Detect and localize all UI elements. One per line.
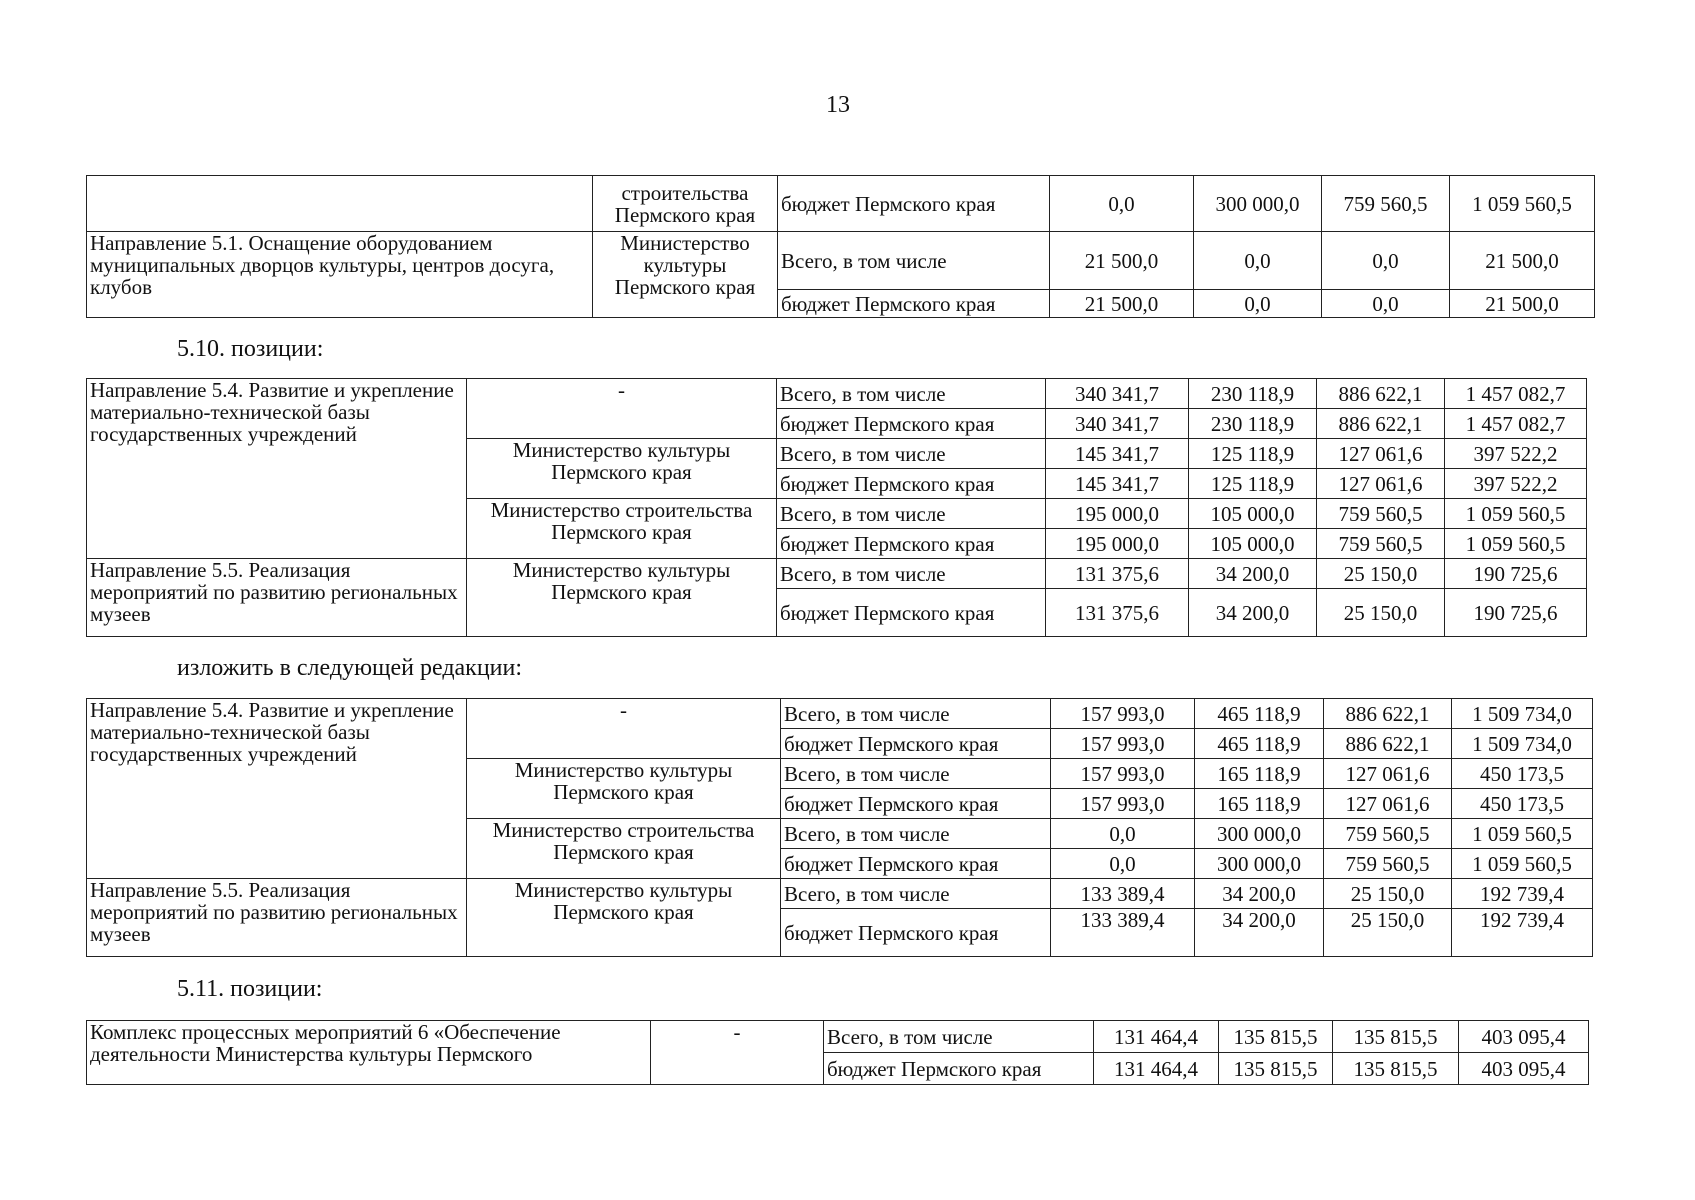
funding-source-cell: Всего, в том числе: [781, 759, 1051, 789]
direction-name-cell: Направление 5.5. Реализация мероприятий по развитию региональных музеев: [87, 559, 467, 637]
value-cell: 125 118,9: [1189, 439, 1317, 469]
value-cell: 131 375,6: [1046, 589, 1189, 637]
funding-source-cell: бюджет Пермского края: [781, 729, 1051, 759]
page-number: 13: [826, 92, 850, 118]
table-row: [87, 559, 1587, 589]
value-cell: 0,0: [1051, 819, 1195, 849]
funding-source-cell: Всего, в том числе: [777, 379, 1046, 409]
value-cell: 157 993,0: [1051, 759, 1195, 789]
value-cell: 1 059 560,5: [1445, 529, 1587, 559]
executor-cell: Министерство культуры Пермского края: [467, 879, 781, 957]
value-cell: 21 500,0: [1050, 290, 1194, 318]
executor-cell: -: [467, 699, 781, 759]
value-cell: 300 000,0: [1195, 819, 1324, 849]
value-cell: 886 622,1: [1324, 699, 1452, 729]
value-cell: 21 500,0: [1050, 232, 1194, 290]
value-cell: 131 464,4: [1094, 1053, 1219, 1085]
direction-name-cell: Направление 5.4. Развитие и укрепление материально-технической базы государственных учреждений: [87, 379, 467, 559]
value-cell: 135 815,5: [1333, 1021, 1459, 1053]
value-cell: 34 200,0: [1195, 909, 1324, 957]
table-row: [87, 879, 1593, 909]
table-row: [87, 232, 1595, 290]
value-cell: 300 000,0: [1195, 849, 1324, 879]
funding-source-cell: бюджет Пермского края: [824, 1053, 1094, 1085]
value-cell: 135 815,5: [1219, 1021, 1333, 1053]
funding-source-cell: Всего, в том числе: [777, 439, 1046, 469]
value-cell: 135 815,5: [1333, 1053, 1459, 1085]
value-cell: 397 522,2: [1445, 469, 1587, 499]
value-cell: 145 341,7: [1046, 439, 1189, 469]
value-cell: 105 000,0: [1189, 529, 1317, 559]
value-cell: 145 341,7: [1046, 469, 1189, 499]
value-cell: 0,0: [1050, 176, 1194, 232]
funding-source-cell: Всего, в том числе: [824, 1021, 1094, 1053]
value-cell: 1 059 560,5: [1452, 819, 1593, 849]
value-cell: 759 560,5: [1317, 499, 1445, 529]
executor-cell: Министерство культуры Пермского края: [467, 439, 777, 499]
funding-source-cell: бюджет Пермского края: [777, 529, 1046, 559]
value-cell: 192 739,4: [1452, 909, 1593, 957]
value-cell: 1 509 734,0: [1452, 699, 1593, 729]
executor-cell: Министерство культуры Пермского края: [467, 559, 777, 637]
value-cell: 465 118,9: [1195, 699, 1324, 729]
funding-source-cell: бюджет Пермского края: [781, 909, 1051, 957]
funding-source-cell: Всего, в том числе: [781, 819, 1051, 849]
value-cell: 1 059 560,5: [1450, 176, 1595, 232]
section-heading-new-edition: изложить в следующей редакции:: [177, 655, 523, 681]
funding-source-cell: Всего, в том числе: [778, 232, 1050, 290]
value-cell: 34 200,0: [1195, 879, 1324, 909]
value-cell: 397 522,2: [1445, 439, 1587, 469]
value-cell: 300 000,0: [1194, 176, 1322, 232]
value-cell: 157 993,0: [1051, 789, 1195, 819]
funding-source-cell: бюджет Пермского края: [778, 290, 1050, 318]
direction-name-cell: [87, 176, 593, 232]
table-row: [87, 1021, 1589, 1053]
value-cell: 131 375,6: [1046, 559, 1189, 589]
value-cell: 886 622,1: [1324, 729, 1452, 759]
value-cell: 131 464,4: [1094, 1021, 1219, 1053]
funding-source-cell: бюджет Пермского края: [777, 589, 1046, 637]
value-cell: 133 389,4: [1051, 879, 1195, 909]
value-cell: 190 725,6: [1445, 589, 1587, 637]
value-cell: 0,0: [1194, 290, 1322, 318]
funding-source-cell: Всего, в том числе: [777, 559, 1046, 589]
value-cell: 340 341,7: [1046, 409, 1189, 439]
value-cell: 1 457 082,7: [1445, 409, 1587, 439]
funding-source-cell: бюджет Пермского края: [778, 176, 1050, 232]
value-cell: 165 118,9: [1195, 759, 1324, 789]
value-cell: 105 000,0: [1189, 499, 1317, 529]
executor-cell: Министерство культуры Пермского края: [593, 232, 778, 318]
value-cell: 1 059 560,5: [1445, 499, 1587, 529]
value-cell: 192 739,4: [1452, 879, 1593, 909]
value-cell: 759 560,5: [1322, 176, 1450, 232]
value-cell: 230 118,9: [1189, 409, 1317, 439]
positions-5-10-table: [86, 378, 1587, 637]
value-cell: 1 457 082,7: [1445, 379, 1587, 409]
value-cell: 0,0: [1322, 232, 1450, 290]
funding-source-cell: Всего, в том числе: [781, 699, 1051, 729]
value-cell: 886 622,1: [1317, 409, 1445, 439]
value-cell: 0,0: [1322, 290, 1450, 318]
value-cell: 450 173,5: [1452, 789, 1593, 819]
value-cell: 1 509 734,0: [1452, 729, 1593, 759]
value-cell: 403 095,4: [1459, 1053, 1589, 1085]
executor-cell: строительства Пермского края: [593, 176, 778, 232]
value-cell: 403 095,4: [1459, 1021, 1589, 1053]
funding-source-cell: Всего, в том числе: [777, 499, 1046, 529]
value-cell: 340 341,7: [1046, 379, 1189, 409]
direction-name-cell: Направление 5.4. Развитие и укрепление материально-технической базы государственных учреждений: [87, 699, 467, 879]
positions-5-11-table: [86, 1020, 1589, 1085]
funding-source-cell: бюджет Пермского края: [777, 409, 1046, 439]
value-cell: 157 993,0: [1051, 699, 1195, 729]
value-cell: 0,0: [1194, 232, 1322, 290]
value-cell: 1 059 560,5: [1452, 849, 1593, 879]
value-cell: 759 560,5: [1324, 819, 1452, 849]
value-cell: 886 622,1: [1317, 379, 1445, 409]
section-heading-5-10: 5.10. позиции:: [177, 336, 324, 362]
value-cell: 25 150,0: [1317, 589, 1445, 637]
value-cell: 165 118,9: [1195, 789, 1324, 819]
process-complex-name-cell: Комплекс процессных мероприятий 6 «Обеспечение деятельности Министерства культуры Пермского: [87, 1021, 651, 1085]
value-cell: 127 061,6: [1324, 789, 1452, 819]
value-cell: 125 118,9: [1189, 469, 1317, 499]
value-cell: 25 150,0: [1317, 559, 1445, 589]
value-cell: 21 500,0: [1450, 232, 1595, 290]
executor-cell: -: [467, 379, 777, 439]
section-heading-5-11: 5.11. позиции:: [177, 976, 323, 1002]
value-cell: 759 560,5: [1317, 529, 1445, 559]
direction-name-cell: Направление 5.1. Оснащение оборудованием муниципальных дворцов культуры, центров досуга, клубов: [87, 232, 593, 318]
value-cell: 25 150,0: [1324, 909, 1452, 957]
value-cell: 127 061,6: [1317, 439, 1445, 469]
value-cell: 759 560,5: [1324, 849, 1452, 879]
value-cell: 127 061,6: [1324, 759, 1452, 789]
value-cell: 133 389,4: [1051, 909, 1195, 957]
value-cell: 230 118,9: [1189, 379, 1317, 409]
value-cell: 0,0: [1051, 849, 1195, 879]
executor-cell: -: [651, 1021, 824, 1085]
budget-table-continuation: [86, 175, 1595, 318]
value-cell: 190 725,6: [1445, 559, 1587, 589]
table-row: [87, 699, 1593, 729]
value-cell: 127 061,6: [1317, 469, 1445, 499]
value-cell: 195 000,0: [1046, 529, 1189, 559]
direction-name-cell: Направление 5.5. Реализация мероприятий по развитию региональных музеев: [87, 879, 467, 957]
funding-source-cell: бюджет Пермского края: [781, 789, 1051, 819]
table-row: [87, 176, 1595, 232]
value-cell: 157 993,0: [1051, 729, 1195, 759]
executor-cell: Министерство строительства Пермского края: [467, 499, 777, 559]
executor-cell: Министерство строительства Пермского края: [467, 819, 781, 879]
value-cell: 25 150,0: [1324, 879, 1452, 909]
value-cell: 34 200,0: [1189, 559, 1317, 589]
value-cell: 195 000,0: [1046, 499, 1189, 529]
funding-source-cell: бюджет Пермского края: [781, 849, 1051, 879]
table-row: [87, 379, 1587, 409]
value-cell: 34 200,0: [1189, 589, 1317, 637]
executor-cell: Министерство культуры Пермского края: [467, 759, 781, 819]
value-cell: 21 500,0: [1450, 290, 1595, 318]
value-cell: 135 815,5: [1219, 1053, 1333, 1085]
value-cell: 450 173,5: [1452, 759, 1593, 789]
funding-source-cell: бюджет Пермского края: [777, 469, 1046, 499]
value-cell: 465 118,9: [1195, 729, 1324, 759]
funding-source-cell: Всего, в том числе: [781, 879, 1051, 909]
positions-new-edition-table: [86, 698, 1593, 957]
